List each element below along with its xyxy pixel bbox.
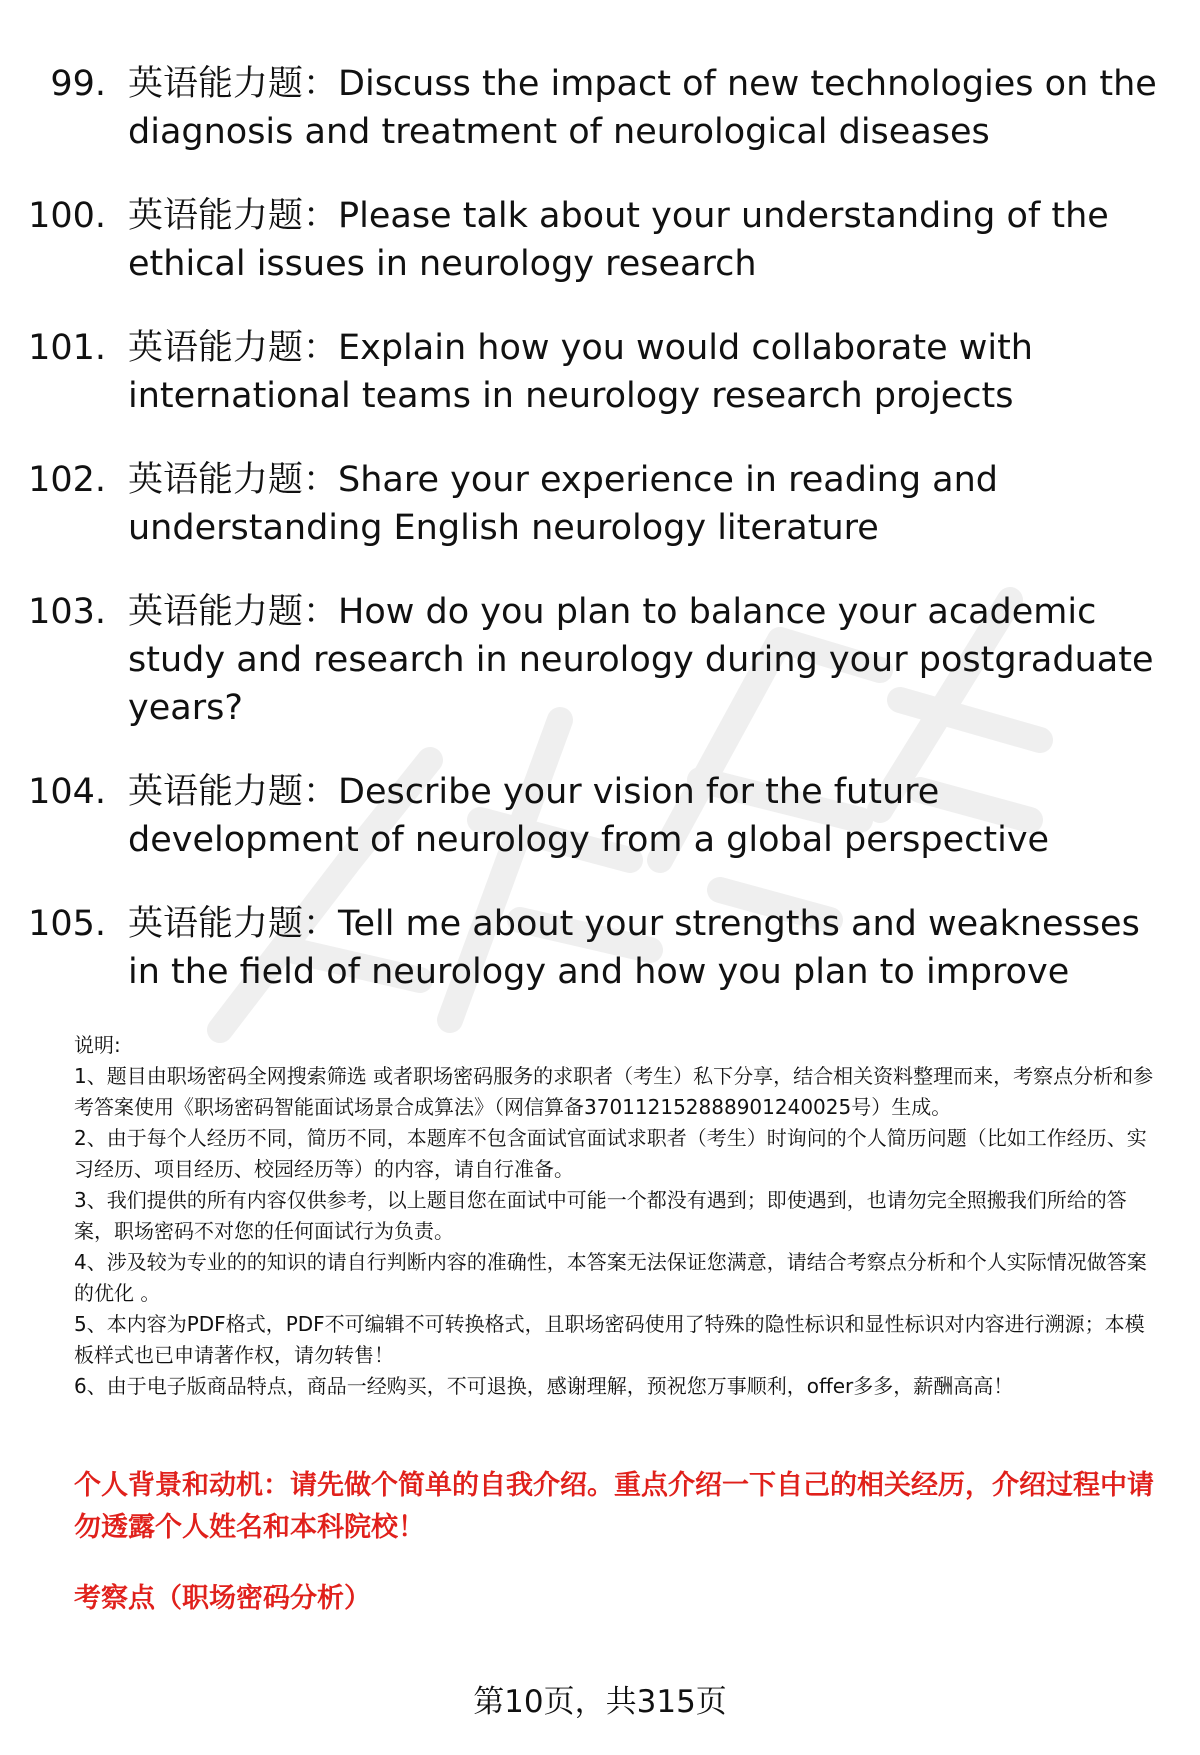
question-item xyxy=(0,60,1200,156)
notes-item: 6、由于电子版商品特点，商品一经购买，不可退换，感谢理解，预祝您万事顺利，offer多多，薪酬高高！ xyxy=(74,1374,1014,1398)
question-text: Discuss the impact of new technologies on the diagnosis and treatment of neurological diseases xyxy=(128,64,1157,152)
notes-item: 1、题目由职场密码全网搜索筛选 或者职场密码服务的求职者（考生）私下分享，结合相关资料整理而来，考察点分析和参考答案使用《职场密码智能面试场景合成算法》（网信算备370112152888901240025号）生成。 xyxy=(74,1064,1154,1119)
question-text: Tell me about your strengths and weaknesses in the field of neurology and how you plan to improve xyxy=(128,904,1140,992)
question-number: 104. xyxy=(28,772,106,812)
question-text: Describe your vision for the future development of neurology from a global perspective xyxy=(128,772,1050,860)
question-item xyxy=(0,588,1200,732)
question-number: 102. xyxy=(28,460,106,500)
question-number: 105. xyxy=(28,904,106,944)
notes-item: 3、我们提供的所有内容仅供参考，以上题目您在面试中可能一个都没有遇到；即使遇到，也请勿完全照搬我们所给的答案，职场密码不对您的任何面试行为负责。 xyxy=(74,1188,1127,1243)
page-number: 第10页，共315页 xyxy=(473,1684,727,1720)
question-item xyxy=(0,900,1200,996)
question-prefix: 英语能力题： xyxy=(128,904,339,944)
question-prefix: 英语能力题： xyxy=(128,328,339,368)
notes-item: 4、涉及较为专业的的知识的请自行判断内容的准确性，本答案无法保证您满意，请结合考察点分析和个人实际情况做答案的优化 。 xyxy=(74,1250,1147,1305)
question-prefix: 英语能力题： xyxy=(128,196,339,236)
notes-section xyxy=(74,1030,1164,1402)
question-number: 103. xyxy=(28,592,106,632)
question-number: 101. xyxy=(28,328,106,368)
highlight-question: 个人背景和动机：请先做个简单的自我介绍。重点介绍一下自己的相关经历，介绍过程中请勿透露个人姓名和本科院校！ xyxy=(74,1470,1154,1543)
question-text: How do you plan to balance your academic study and research in neurology during your postgraduate years? xyxy=(128,592,1154,728)
question-number: 99. xyxy=(50,64,106,104)
question-item xyxy=(0,456,1200,552)
notes-item: 5、本内容为PDF格式，PDF不可编辑不可转换格式，且职场密码使用了特殊的隐性标识和显性标识对内容进行溯源；本模板样式也已申请著作权，请勿转售！ xyxy=(74,1312,1145,1367)
question-list xyxy=(0,60,1200,1032)
notes-title: 说明: xyxy=(74,1033,121,1057)
question-number: 100. xyxy=(28,196,106,236)
question-prefix: 英语能力题： xyxy=(128,772,339,812)
notes-item: 2、由于每个人经历不同，简历不同，本题库不包含面试官面试求职者（考生）时询问的个人简历问题（比如工作经历、实习经历、项目经历、校园经历等）的内容，请自行准备。 xyxy=(74,1126,1147,1181)
question-text: Explain how you would collaborate with international teams in neurology research projects xyxy=(128,328,1033,416)
question-prefix: 英语能力题： xyxy=(128,64,339,104)
question-item xyxy=(0,192,1200,288)
question-text: Please talk about your understanding of the ethical issues in neurology research xyxy=(128,196,1109,284)
question-prefix: 英语能力题： xyxy=(128,592,339,632)
question-item xyxy=(0,324,1200,420)
analysis-heading: 考察点（职场密码分析） xyxy=(74,1583,371,1614)
question-item xyxy=(0,768,1200,864)
question-prefix: 英语能力题： xyxy=(128,460,339,500)
question-text: Share your experience in reading and understanding English neurology literature xyxy=(128,460,999,548)
